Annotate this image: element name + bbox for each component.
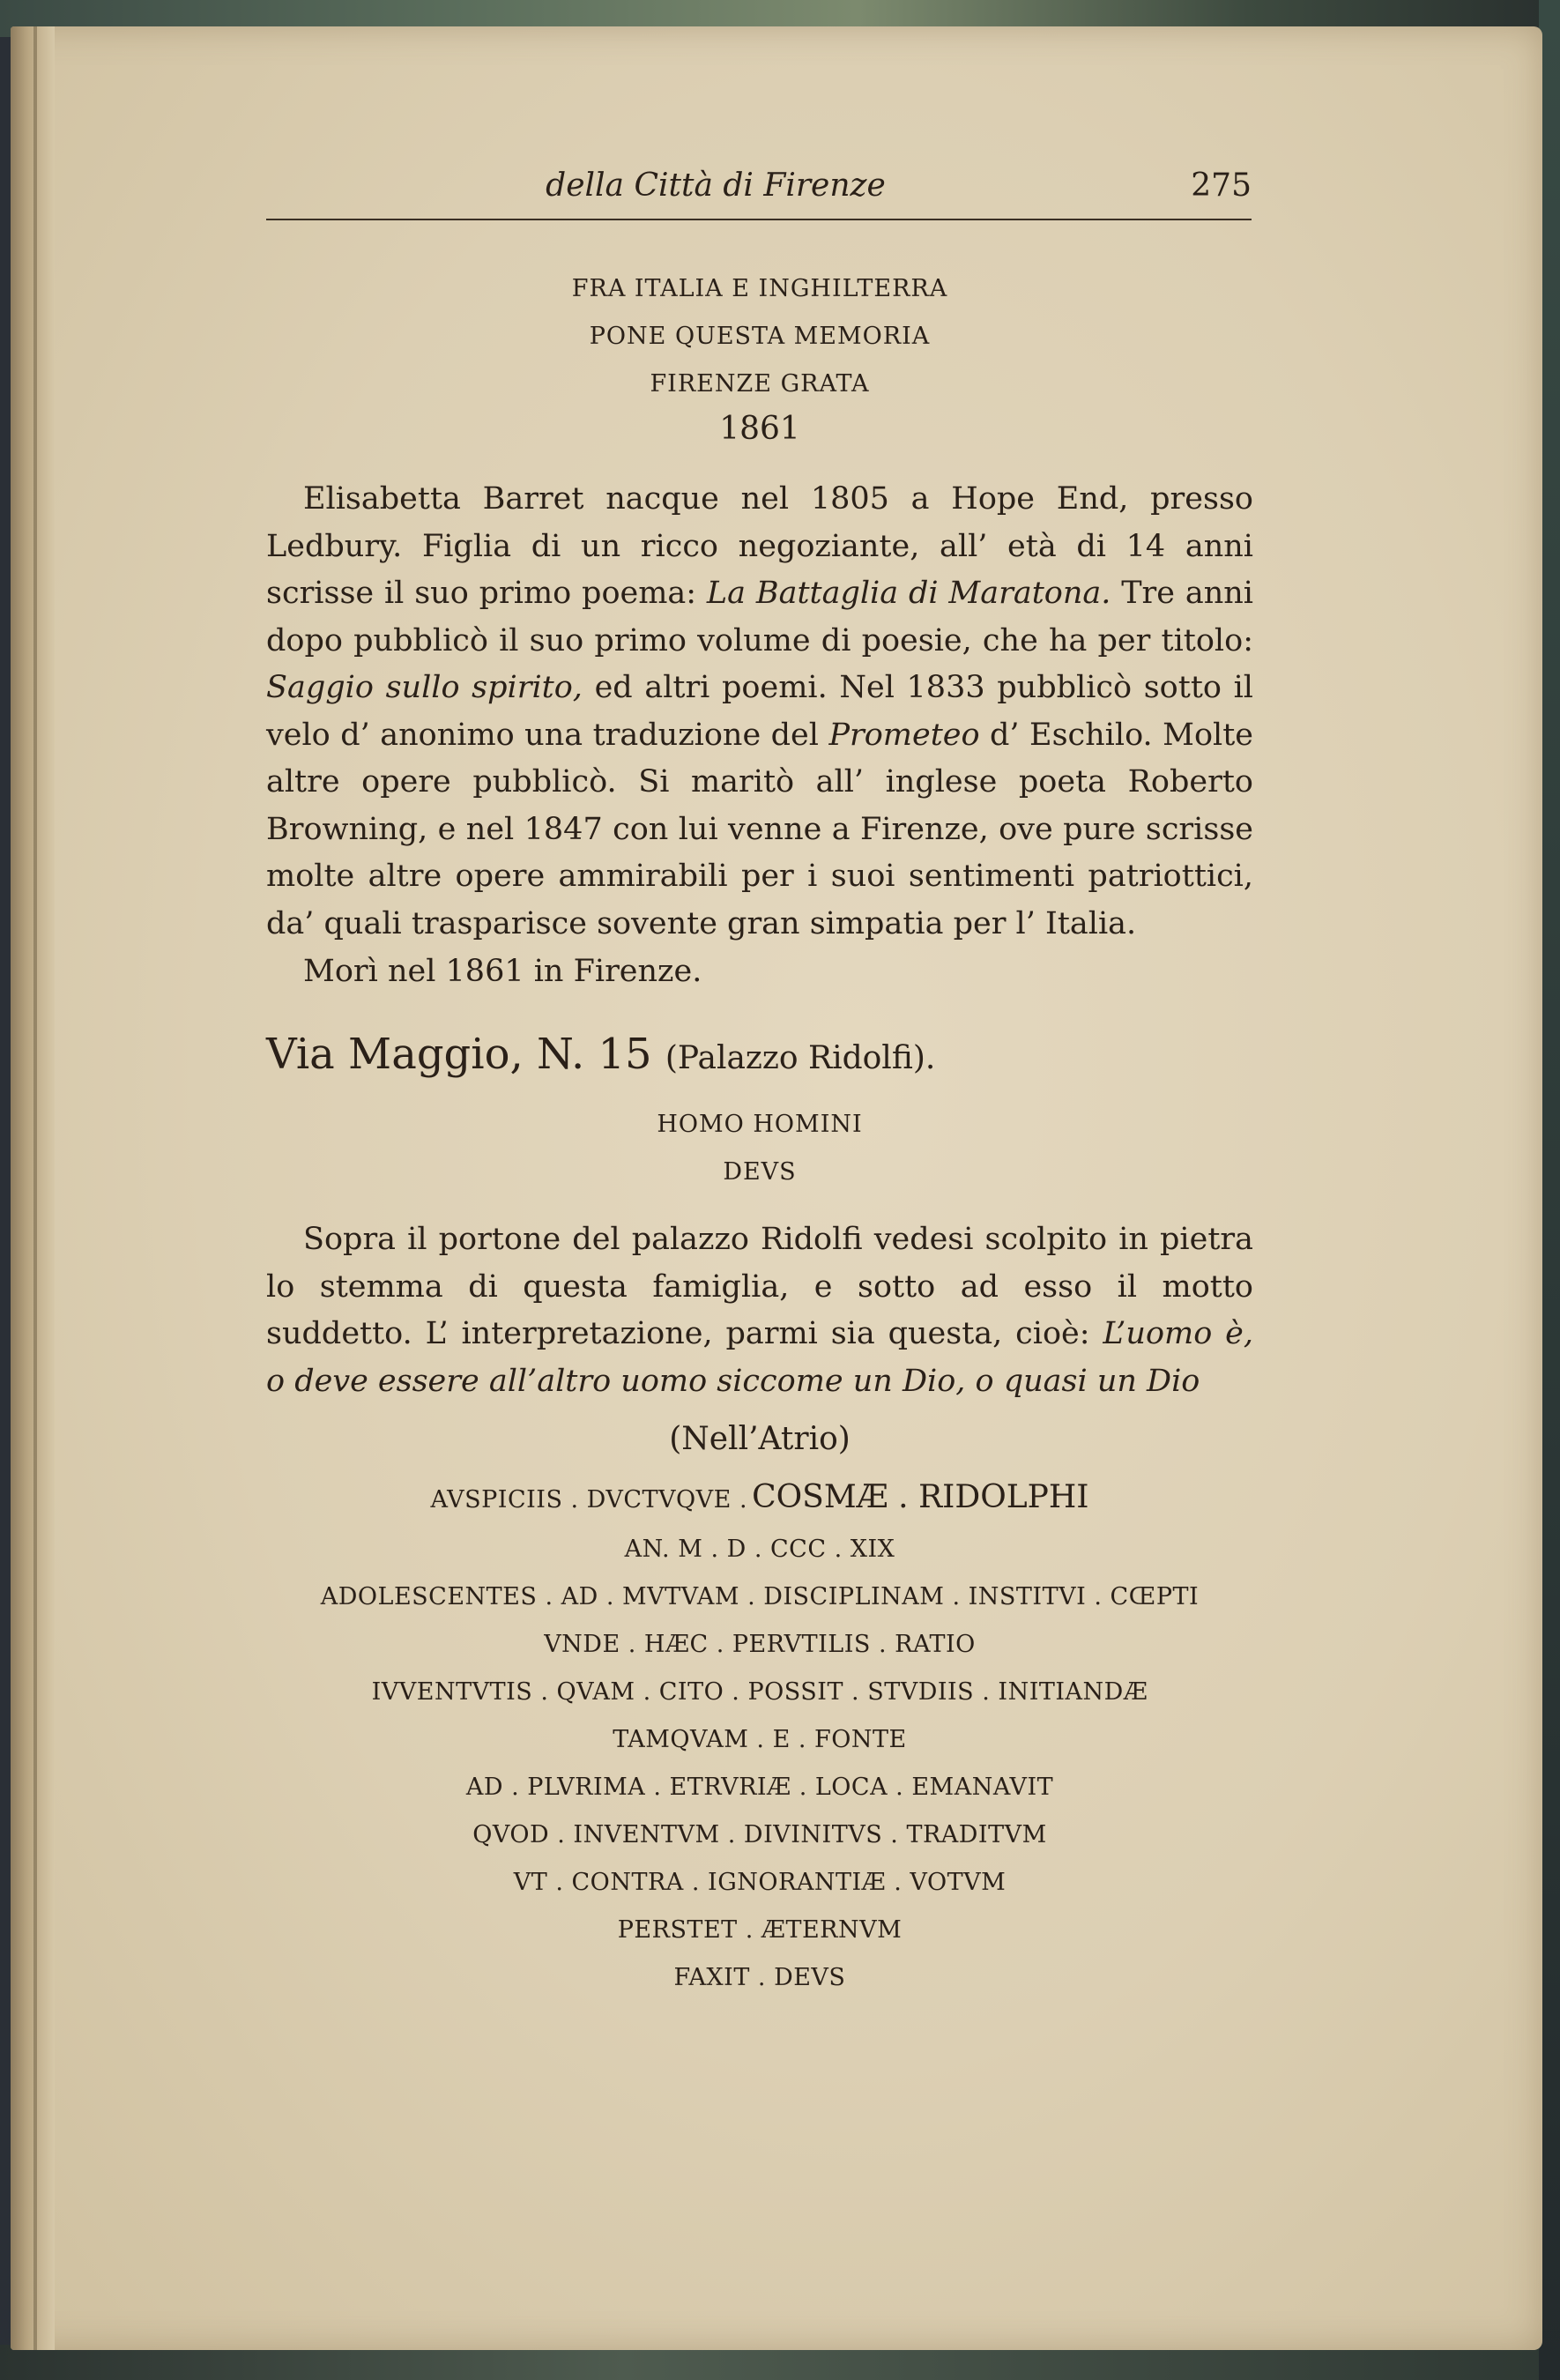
inscription2-line: VT . CONTRA . IGNORANTIÆ . VOTVM xyxy=(513,1869,1007,1896)
paragraph-text: ed altri poemi. Nel 1833 pubblicò sotto il velo d’ anonimo una traduzione del xyxy=(266,670,1253,753)
motto-line-1: HOMO HOMINI xyxy=(657,1111,863,1138)
title-saggio: Saggio sullo spirito, xyxy=(266,670,583,705)
paragraph-text: Tre anni dopo pubblicò il suo primo volume di poesie, che ha per titolo: xyxy=(266,576,1253,658)
title-prometeo: Prometeo xyxy=(828,717,980,753)
inscription2-line: QVOD . INVENTVM . DIVINITVS . TRADITVM xyxy=(472,1821,1047,1848)
motto-interpretation: L’uomo è, o deve essere all’altro uomo siccome un Dio, o quasi un Dio xyxy=(266,1316,1253,1399)
inscription2-line: TAMQVAM . E . FONTE xyxy=(613,1726,907,1753)
inscription-line-3: FIRENZE GRATA xyxy=(650,370,870,398)
section-subtitle: (Palazzo Ridolfi). xyxy=(665,1040,936,1076)
biography-paragraph xyxy=(266,476,1253,948)
inscription2-line: AN. M . D . CCC . XIX xyxy=(624,1536,895,1563)
page-gutter xyxy=(11,26,55,2350)
page-content xyxy=(266,0,1253,2380)
inscription-year: 1861 xyxy=(719,411,800,447)
paragraph-text: Sopra il portone del palazzo Ridolfi vedesi scolpito in pietra lo stemma di questa famiglia, e sotto ad esso il motto suddetto. L’ interpretazione, parmi sia questa, cioè: xyxy=(266,1222,1253,1351)
motto-line-2: DEVS xyxy=(723,1158,797,1186)
inscription2-line-1-small: AVSPICIIS . DVCTVQVE . xyxy=(430,1486,748,1514)
page-number: 275 xyxy=(1191,167,1252,204)
inscription2-line: PERSTET . ÆTERNVM xyxy=(617,1916,903,1944)
atrio-label: (Nell’Atrio) xyxy=(669,1421,851,1457)
title-battaglia: La Battaglia di Maratona. xyxy=(706,576,1111,611)
paragraph-text: d’ Eschilo. Molte altre opere pubblicò. Si maritò all’ inglese poeta Roberto Browning, e nel 1847 con lui venne a Firenze, ove pure scrisse molte altre opere ammirabili per i suoi sentimenti patriottici, da’ quali trasparisce sovente gran simpatia per l’ Italia. xyxy=(266,717,1254,941)
section-title: Via Maggio, N. 15 xyxy=(266,1030,652,1079)
inscription-line-2: PONE QUESTA MEMORIA xyxy=(589,323,931,350)
paragraph-text: Elisabetta Barret nacque nel 1805 a Hope End, presso Ledbury. Figlia di un ricco negoziante, all’ età di 14 anni scrisse il suo primo poema: xyxy=(266,481,1253,611)
inscription2-line: AD . PLVRIMA . ETRVRIÆ . LOCA . EMANAVIT xyxy=(465,1774,1054,1801)
inscription2-line: FAXIT . DEVS xyxy=(673,1964,846,1991)
palazzo-paragraph xyxy=(266,1216,1253,1405)
inscription2-line-1-big: COSMÆ . RIDOLPHI xyxy=(752,1479,1089,1515)
running-head xyxy=(266,166,1252,220)
death-paragraph: Morì nel 1861 in Firenze. xyxy=(303,954,702,989)
running-title: della Città di Firenze xyxy=(546,167,886,204)
section-heading xyxy=(266,1030,1253,1079)
inscription2-line: ADOLESCENTES . AD . MVTVAM . DISCIPLINAM . INSTITVI . CŒPTI xyxy=(320,1583,1200,1610)
gutter-line xyxy=(33,26,37,2350)
inscription2-line-1 xyxy=(266,1479,1253,1515)
inscription-line-1: FRA ITALIA E INGHILTERRA xyxy=(571,275,948,302)
inscription2-line: IVVENTVTIS . QVAM . CITO . POSSIT . STVDIIS . INITIANDÆ xyxy=(371,1678,1148,1706)
inscription2-line: VNDE . HÆC . PERVTILIS . RATIO xyxy=(544,1631,976,1658)
